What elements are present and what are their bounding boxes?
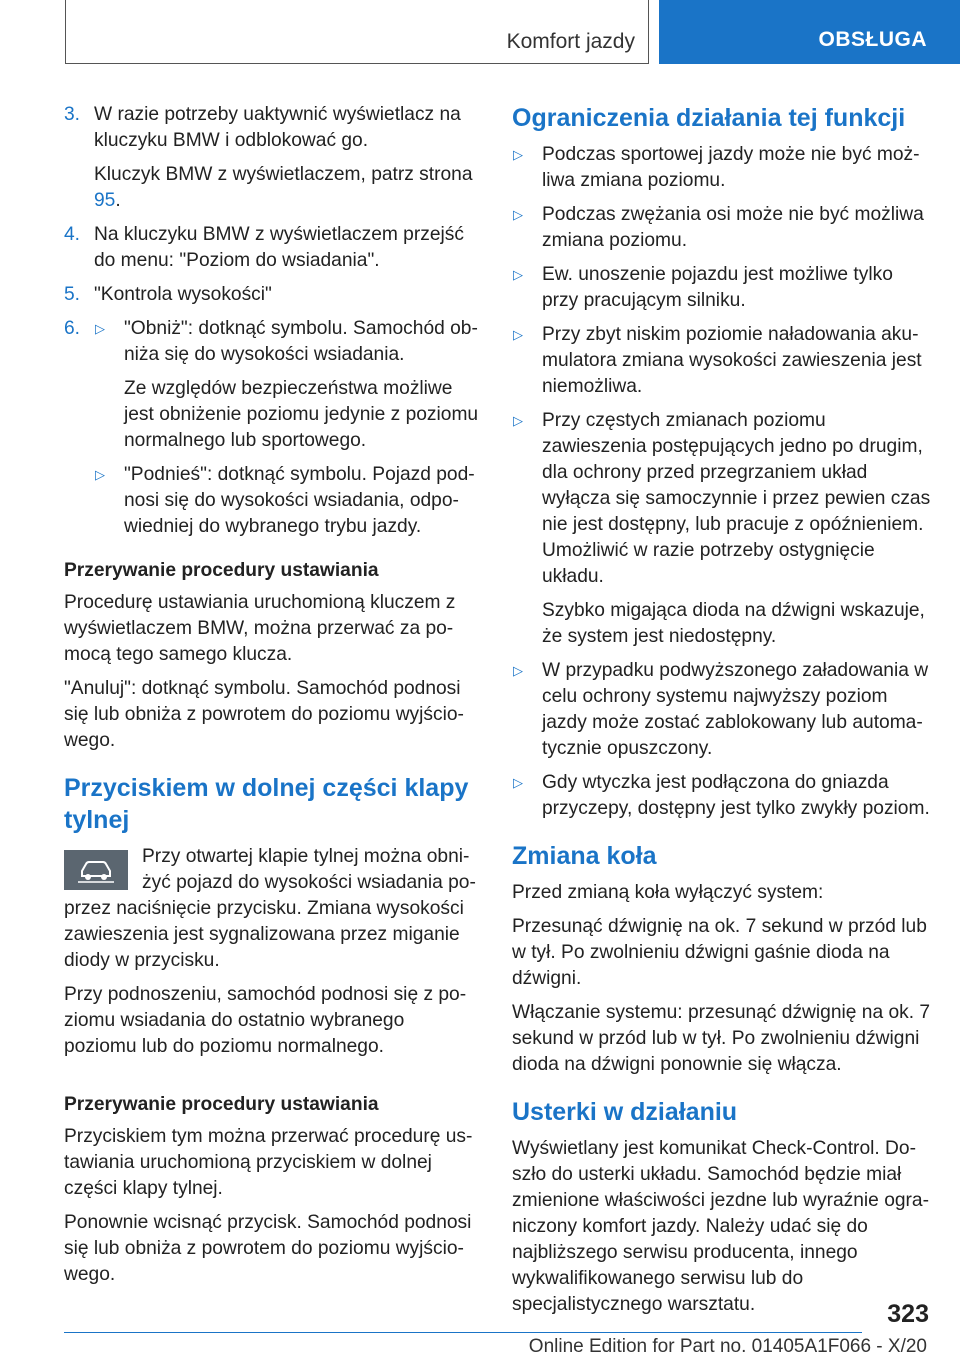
paragraph: Przy otwartej klapie tylnej można obniżyć pojazd do wysokości wsiadania poprzez naciśnięcie przycisku. Zmiana wysokości zawieszenia jest sygnalizowana przez miganie diody w przycisku.	[64, 846, 476, 971]
triangle-right-icon: ▷	[513, 147, 523, 162]
triangle-right-icon: ▷	[513, 267, 523, 282]
bullet-note: Ze względów bezpieczeństwa możliwe jest obniżenie poziomu jedynie z poziomu normalnego lub sportowego.	[124, 378, 479, 451]
triangle-right-icon: ▷	[513, 413, 523, 428]
car-lowering-button-icon	[64, 850, 128, 890]
list-item: ▷ Podczas zwężania osi może nie być możliwa zmiana poziomu.	[513, 204, 924, 251]
triangle-right-icon: ▷	[513, 327, 523, 342]
bullet-text: "Podnieś": dotknąć symbolu. Pojazd podnosi się do wysokości wsiadania, odpowiedniej do wybranego trybu jazdy.	[124, 464, 475, 537]
paragraph: Procedurę ustawiania uruchomioną kluczem z wyświetlaczem BMW, można przerwać za pomocą tego samego klucza.	[64, 592, 456, 665]
paragraph: Włączanie systemu: przesunąć dźwignię na ok. 7 sekund w przód lub w tył. Po zwolnieniu dźwigni dioda na dźwigni ponownie się włącza.	[512, 1002, 931, 1075]
button-description	[64, 844, 480, 982]
triangle-right-icon: ▷	[513, 663, 523, 678]
section-heading: Zmiana koła	[512, 842, 657, 870]
list-item: ▷ Przy częstych zmianach poziomu zawieszenia postępujących jedno po drugim, dla ochrony przed przegrzaniem układ wyłącza się samoczynnie i przez pewien czas nie jest dostępny, lub pracuje z opóźnieniem. Umożliwić w razie potrzeby ostygnięcie układu. Szybko migająca dioda na dźwigni wskazuje, że system jest niedostępny.	[513, 410, 931, 647]
list-item: ▷ Gdy wtyczka jest podłączona do gniazda przyczepy, dostępny jest tylko zwykły poziom.	[513, 772, 930, 819]
step-number: 6.	[64, 318, 81, 339]
step-number: 3.	[64, 104, 81, 125]
step-number: 4.	[64, 224, 81, 245]
step-text: Na kluczyku BMW z wyświetlaczem przejść do menu: "Poziom do wsiadania".	[94, 224, 464, 271]
step-number: 5.	[64, 284, 81, 305]
triangle-right-icon: ▷	[513, 207, 523, 222]
edition-note: Online Edition for Part no. 01405A1F066 - X/20	[528, 1336, 927, 1357]
bullet-text: "Obniż": dotknąć symbolu. Samochód obniża się do wysokości wsiadania.	[124, 318, 478, 365]
list-item: ▷ Przy zbyt niskim poziomie naładowania akumulatora zmiana wysokości zawieszenia jest niemożliwa.	[513, 324, 922, 397]
triangle-right-icon: ▷	[513, 775, 523, 790]
paragraph: Przesunąć dźwignię na ok. 7 sekund w przód lub w tył. Po zwolnieniu dźwigni gaśnie dioda na dźwigni.	[512, 916, 927, 989]
page-link[interactable]: 95	[94, 190, 116, 211]
chapter-tab[interactable]: OBSŁUGA	[659, 0, 960, 64]
section-title: Komfort jazdy	[506, 30, 635, 53]
paragraph: "Anuluj": dotknąć symbolu. Samochód podnosi się lub obniża z powrotem do poziomu wyjściowego.	[64, 678, 464, 751]
footer-divider	[64, 1332, 862, 1333]
subheading: Przerywanie procedury ustawiania	[64, 1094, 379, 1115]
list-item: ▷ Podczas sportowej jazdy może nie być możliwa zmiana poziomu.	[513, 144, 920, 191]
list-item: ▷ W przypadku podwyższonego załadowania w celu ochrony systemu najwyższy poziom jazdy może zostać zablokowany lub automatycznie opuszczony.	[513, 660, 929, 759]
paragraph: Przyciskiem tym można przerwać procedurę ustawiania uruchomioną przyciskiem w dolnej części klapy tylnej.	[64, 1126, 473, 1199]
paragraph: Wyświetlany jest komunikat Check-Control. Doszło do usterki układu. Samochód będzie miał zmienione właściwości jezdne lub wyraźnie ograniczony komfort jazdy. Należy udać się do najbliższego serwisu producenta, innego wykwalifikowanego serwisu lub do specjalistycznego warsztatu.	[512, 1138, 929, 1315]
step-text: W razie potrzeby uaktywnić wyświetlacz na kluczyku BMW i odblokować go.	[94, 104, 461, 151]
limits-list	[512, 142, 932, 822]
subheading: Przerywanie procedury ustawiania	[64, 560, 379, 581]
right-column	[512, 102, 932, 1326]
section-heading: Przyciskiem w dolnej części klapy tylnej	[64, 774, 469, 834]
page-number: 323	[887, 1300, 929, 1328]
paragraph: Ponownie wcisnąć przycisk. Samochód podnosi się lub obniża z powrotem do poziomu wyjściowego.	[64, 1212, 472, 1285]
paragraph: Przy podnoszeniu, samochód podnosi się z poziomu wsiadania do ostatnio wybranego poziomu lub do poziomu normalnego.	[64, 984, 467, 1057]
step-note: Kluczyk BMW z wyświetlaczem, patrz strona 95.	[94, 164, 473, 211]
step-3	[64, 102, 480, 214]
paragraph: Przed zmianą koła wyłączyć system:	[512, 882, 824, 903]
triangle-right-icon: ▷	[95, 321, 105, 336]
left-column	[64, 102, 480, 1296]
page-header	[0, 0, 960, 66]
triangle-right-icon: ▷	[95, 467, 105, 482]
section-heading: Ograniczenia działania tej funkcji	[512, 104, 906, 132]
step-text: "Kontrola wysokości"	[94, 284, 272, 305]
list-item	[94, 316, 480, 454]
section-heading: Usterki w działaniu	[512, 1098, 738, 1126]
step-5	[64, 282, 480, 308]
step-4	[64, 222, 480, 274]
list-item: ▷ Ew. unoszenie pojazdu jest możliwe tylko przy pracującym silniku.	[513, 264, 893, 311]
step-6	[64, 316, 480, 540]
list-item	[94, 462, 480, 540]
